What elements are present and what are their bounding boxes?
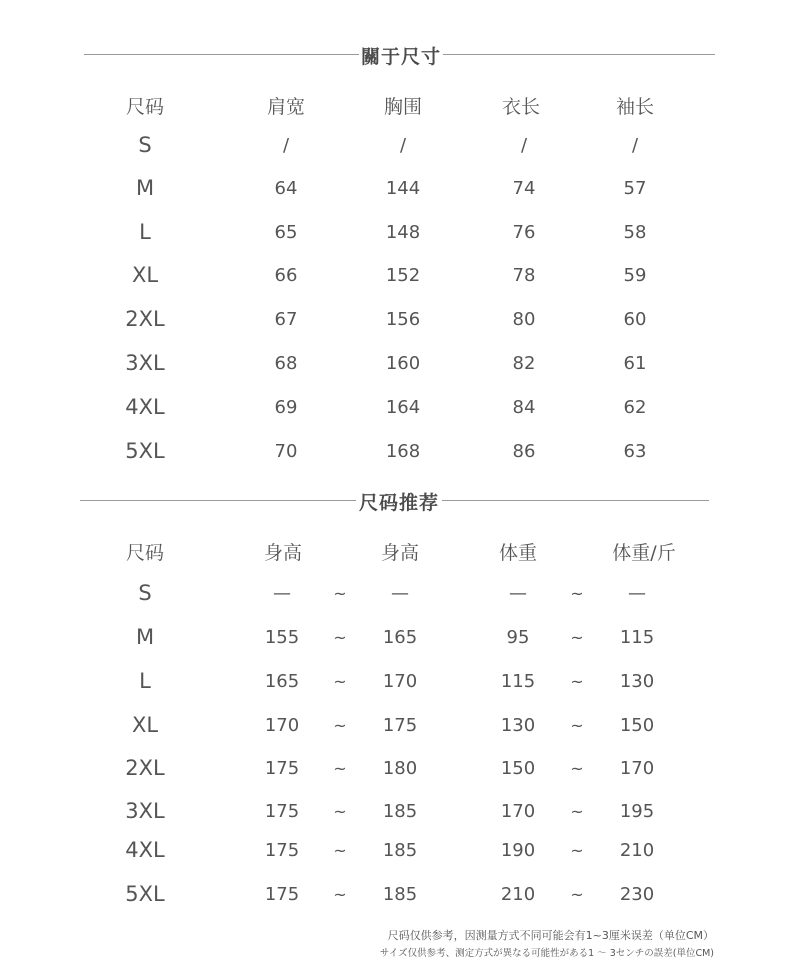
range-tilde: ~ xyxy=(570,885,584,904)
divider-line-left xyxy=(80,500,356,501)
size-cell: 84 xyxy=(512,397,536,418)
size-cell: 82 xyxy=(512,353,536,374)
size-cell: 64 xyxy=(274,178,298,199)
size-label: 3XL xyxy=(125,799,165,823)
recommend-cell-weight-max: 115 xyxy=(619,627,655,648)
size-cell: / xyxy=(399,135,407,156)
recommend-cell-height-max: 185 xyxy=(382,840,418,861)
range-tilde: ~ xyxy=(333,841,347,860)
recommend-cell-height-max: 170 xyxy=(382,671,418,692)
size-chart-title-bar xyxy=(0,42,812,66)
recommend-cell-weight-max: 230 xyxy=(619,884,655,905)
recommend-cell-weight-min: — xyxy=(509,583,527,604)
recommend-cell-height-max: 165 xyxy=(382,627,418,648)
range-tilde: ~ xyxy=(570,759,584,778)
recommend-cell-weight-max: 130 xyxy=(619,671,655,692)
header-size: 尺码 xyxy=(125,96,165,118)
size-label: M xyxy=(135,625,155,649)
divider-line-right xyxy=(440,54,715,55)
size-cell: / xyxy=(520,135,528,156)
range-tilde: ~ xyxy=(570,672,584,691)
size-label: L xyxy=(139,220,151,244)
size-cell: 68 xyxy=(274,353,298,374)
recommend-cell-weight-min: 170 xyxy=(500,801,536,822)
recommend-cell-weight-max: 195 xyxy=(619,801,655,822)
recommend-cell-weight-min: 150 xyxy=(500,758,536,779)
divider-line-left xyxy=(84,54,362,55)
range-tilde: ~ xyxy=(570,716,584,735)
size-cell: / xyxy=(631,135,639,156)
size-cell: / xyxy=(282,135,290,156)
recommend-cell-weight-min: 115 xyxy=(500,671,536,692)
size-label: 5XL xyxy=(125,439,165,463)
size-cell: 80 xyxy=(512,309,536,330)
size-label: L xyxy=(139,669,151,693)
size-label: 4XL xyxy=(125,838,165,862)
recommend-cell-height-min: 170 xyxy=(264,715,300,736)
range-tilde: ~ xyxy=(333,716,347,735)
recommend-cell-weight-min: 210 xyxy=(500,884,536,905)
rec-header-height-max: 身高 xyxy=(380,542,420,564)
recommend-cell-height-max: — xyxy=(391,583,409,604)
recommend-cell-weight-min: 95 xyxy=(506,627,530,648)
size-cell: 168 xyxy=(385,441,421,462)
size-cell: 69 xyxy=(274,397,298,418)
rec-header-weight-min: 体重 xyxy=(498,542,538,564)
size-cell: 63 xyxy=(623,441,647,462)
size-label: S xyxy=(138,581,152,605)
recommend-title: 尺码推荐 xyxy=(357,488,441,515)
size-cell: 148 xyxy=(385,222,421,243)
size-label: 2XL xyxy=(125,307,165,331)
recommend-cell-height-max: 185 xyxy=(382,801,418,822)
size-cell: 58 xyxy=(623,222,647,243)
size-cell: 61 xyxy=(623,353,647,374)
size-cell: 70 xyxy=(274,441,298,462)
header-chest: 胸围 xyxy=(383,96,423,118)
size-label: 5XL xyxy=(125,882,165,906)
recommend-title-bar xyxy=(0,488,812,512)
recommend-cell-height-max: 185 xyxy=(382,884,418,905)
note-japanese: サイズ仅供参考、测定方式が異なる可能性がある1 ～ 3センチの誤差(単位CM) xyxy=(379,948,714,959)
size-label: XL xyxy=(131,263,159,287)
recommend-cell-height-min: — xyxy=(273,583,291,604)
range-tilde: ~ xyxy=(570,841,584,860)
size-cell: 59 xyxy=(623,265,647,286)
size-cell: 57 xyxy=(623,178,647,199)
recommend-cell-weight-max: 170 xyxy=(619,758,655,779)
size-cell: 74 xyxy=(512,178,536,199)
rec-header-size: 尺码 xyxy=(125,542,165,564)
range-tilde: ~ xyxy=(570,628,584,647)
size-cell: 144 xyxy=(385,178,421,199)
recommend-cell-weight-max: 150 xyxy=(619,715,655,736)
recommend-cell-height-min: 175 xyxy=(264,840,300,861)
range-tilde: ~ xyxy=(333,628,347,647)
size-cell: 78 xyxy=(512,265,536,286)
size-cell: 62 xyxy=(623,397,647,418)
size-chart-title: 關于尺寸 xyxy=(359,42,443,69)
size-cell: 66 xyxy=(274,265,298,286)
range-tilde: ~ xyxy=(333,672,347,691)
range-tilde: ~ xyxy=(570,802,584,821)
size-label: 2XL xyxy=(125,756,165,780)
size-label: XL xyxy=(131,713,159,737)
recommend-cell-height-max: 175 xyxy=(382,715,418,736)
recommend-cell-height-min: 155 xyxy=(264,627,300,648)
range-tilde: ~ xyxy=(570,584,584,603)
header-length: 衣长 xyxy=(501,96,541,118)
size-cell: 60 xyxy=(623,309,647,330)
size-label: 4XL xyxy=(125,395,165,419)
size-label: M xyxy=(135,176,155,200)
size-cell: 86 xyxy=(512,441,536,462)
range-tilde: ~ xyxy=(333,885,347,904)
recommend-cell-height-max: 180 xyxy=(382,758,418,779)
header-shoulder: 肩宽 xyxy=(266,96,306,118)
size-label: 3XL xyxy=(125,351,165,375)
size-cell: 65 xyxy=(274,222,298,243)
note-chinese: 尺码仅供参考，因测量方式不同可能会有1~3厘米误差（单位CM） xyxy=(387,929,714,942)
size-label: S xyxy=(138,133,152,157)
rec-header-height-min: 身高 xyxy=(263,542,303,564)
recommend-cell-height-min: 175 xyxy=(264,801,300,822)
recommend-cell-height-min: 175 xyxy=(264,758,300,779)
recommend-cell-height-min: 165 xyxy=(264,671,300,692)
size-cell: 160 xyxy=(385,353,421,374)
range-tilde: ~ xyxy=(333,802,347,821)
range-tilde: ~ xyxy=(333,759,347,778)
size-cell: 76 xyxy=(512,222,536,243)
recommend-cell-weight-max: 210 xyxy=(619,840,655,861)
recommend-cell-weight-min: 130 xyxy=(500,715,536,736)
size-cell: 67 xyxy=(274,309,298,330)
size-cell: 156 xyxy=(385,309,421,330)
rec-header-weight-max: 体重/斤 xyxy=(612,542,676,564)
recommend-cell-weight-min: 190 xyxy=(500,840,536,861)
divider-line-right xyxy=(442,500,709,501)
recommend-cell-height-min: 175 xyxy=(264,884,300,905)
recommend-cell-weight-max: — xyxy=(628,583,646,604)
size-cell: 164 xyxy=(385,397,421,418)
header-sleeve: 袖长 xyxy=(615,96,655,118)
size-cell: 152 xyxy=(385,265,421,286)
range-tilde: ~ xyxy=(333,584,347,603)
